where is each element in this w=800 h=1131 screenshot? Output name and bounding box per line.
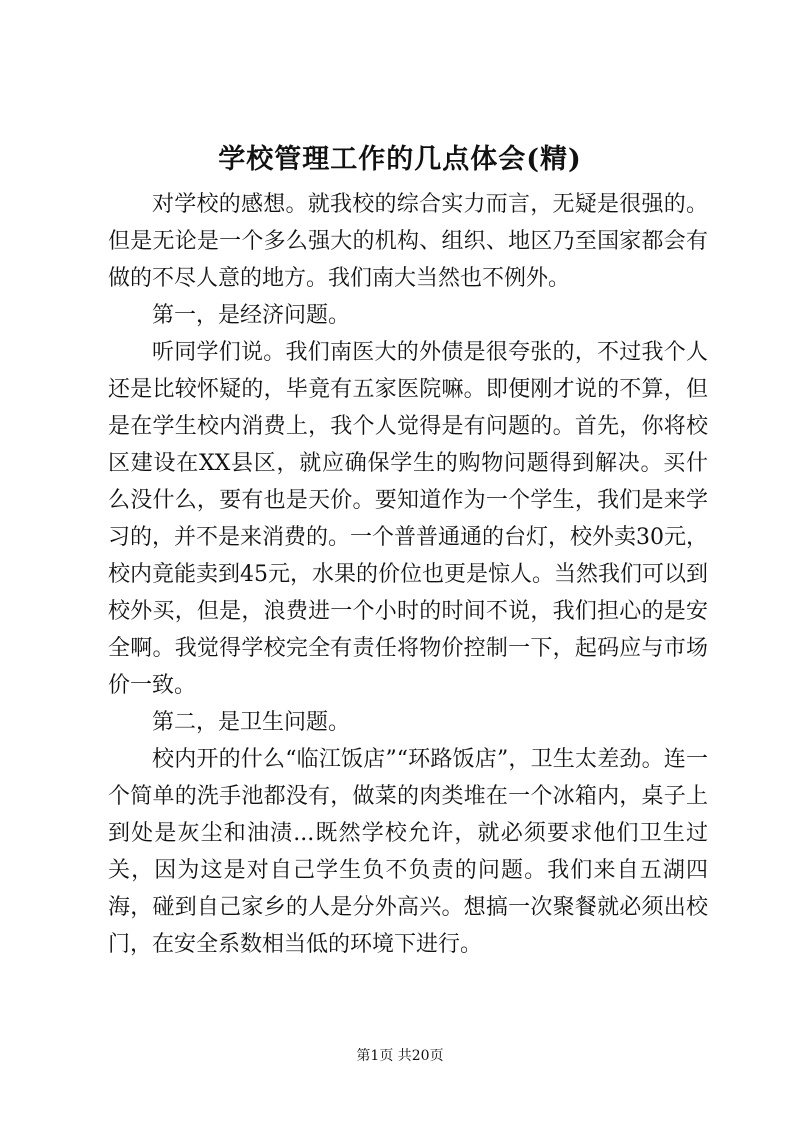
paragraph: 对学校的感想。就我校的综合实力而言，无疑是很强的。但是无论是一个多么强大的机构、组织、地区乃至国家都会有做的不尽人意的地方。我们南大当然也不例外。: [108, 192, 708, 291]
document-title: 学校管理工作的几点体会(精): [218, 144, 582, 175]
paragraph: 第二，是卫生问题。: [152, 710, 351, 735]
paragraph: 第一，是经济问题。: [152, 303, 351, 328]
page-number-footer: 第1页 共20页: [356, 1048, 444, 1064]
paragraph: 听同学们说。我们南医大的外债是很夸张的，不过我个人还是比较怀疑的，毕竟有五家医院嘛。即便刚才说的不算，但是在学生校内消费上，我个人觉得是有问题的。首先，你将校区建设在XX县区，就应确保学生的购物问题得到解决。买什么没什么，要有也是天价。要知道作为一个学生，我们是来学习的，并不是来消费的。一个普普通通的台灯，校外卖30元，校内竟能卖到45元，水果的价位也更是惊人。当然我们可以到校外买，但是，浪费进一个小时的时间不说，我们担心的是安全啊。我觉得学校完全有责任将物价控制一下，起码应与市场价一致。: [108, 340, 708, 698]
paragraph: 校内开的什么“临江饭店”“环路饭店”，卫生太差劲。连一个简单的洗手池都没有，做菜的肉类堆在一个冰箱内，桌子上到处是灰尘和油渍...既然学校允许，就必须要求他们卫生过关，因为这是对自己学生负不负责的问题。我们来自五湖四海，碰到自己家乡的人是分外高兴。想搞一次聚餐就必须出校门，在安全系数相当低的环境下进行。: [108, 747, 708, 957]
document-body: [108, 186, 708, 963]
